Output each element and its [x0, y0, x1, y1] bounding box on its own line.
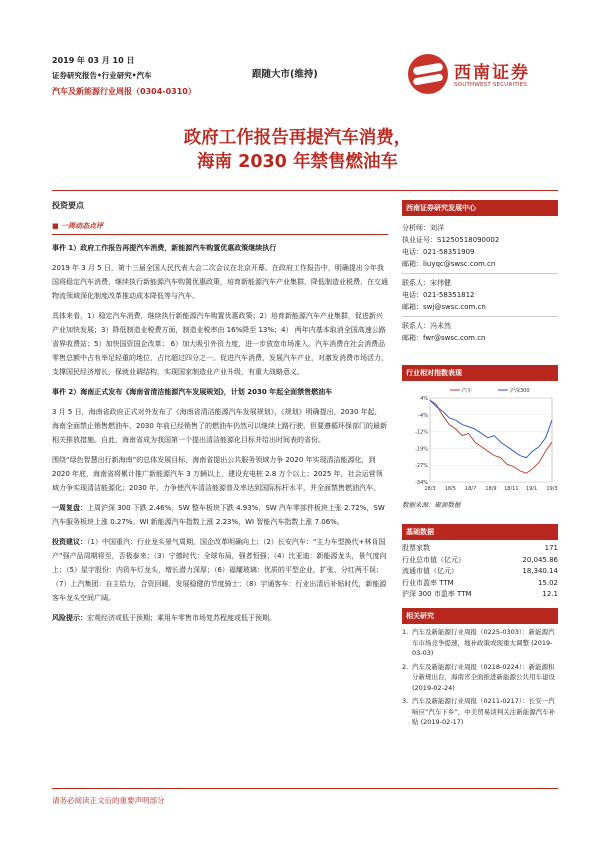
data-label: 沪深 300 市盈率 TTM — [402, 590, 472, 598]
data-row — [402, 555, 558, 567]
data-value: 12.1 — [542, 590, 558, 598]
related-item[interactable] — [402, 696, 558, 728]
report-title-line1: 政府工作报告再提汽车消费， — [183, 128, 412, 148]
email-line[interactable]: 邮箱：fwr@swsc.com.cn — [402, 334, 486, 342]
related-number: 2. — [402, 662, 409, 671]
related-number: 1. — [402, 628, 409, 636]
paragraph-2: 具体来看，1）稳定汽车消费，继续执行新能源汽车购置优惠政策；2）培育新能源汽车产业集群，促进新兴产业加快发展；3）降低制造业税费方面，制造业税率由 16%降至 13%；4） 两年内基本取消全国高速公路省界收费站；5）加快国资国企改革； 6）加大吸引外资力度，进一步放宽市场准入。汽车消费在社会消费品零售总额中占有举足轻重的地位，占比超过四分之一。促进汽车消费，发展汽车产业，对激发消费市场活力，支撑国民经济增长，保就业调结构，实现国家制造业产业升级，有重大战略意义。 — [52, 312, 388, 376]
y-tick-label: -19% — [415, 446, 428, 453]
y-tick-label: -12% — [415, 429, 428, 436]
index-chart — [402, 382, 558, 494]
weekly-review: 一周复盘：上周沪深 300 下跌 2.46%，SW 整车板块下跌 4.93%，SW 汽车零部件板块上张 2.72%，SW 汽车服务板块上涨 0.27%。WI 新能源汽车指数上涨 2.23%，WI 智能汽车指数上涨 7.06%。 — [52, 504, 385, 526]
report-title-line2: 海南 2030 年禁售燃油车 — [197, 152, 398, 172]
section-heading: 投资要点 — [52, 201, 84, 210]
data-label: 流通市值（亿元） — [402, 567, 458, 575]
logo-mark-icon — [408, 54, 448, 94]
data-row — [402, 566, 558, 578]
logo-name-cn: 西南证券 — [454, 63, 530, 83]
legend-label: 汽车 — [462, 388, 473, 394]
contact-line: 联系人：宋伟健 — [402, 279, 451, 287]
chart-svg — [402, 382, 558, 494]
x-tick-label: 19/1 — [526, 486, 538, 492]
footer-divider — [52, 788, 558, 789]
data-value: 18,340.14 — [522, 567, 558, 575]
x-tick-label: 18/5 — [444, 486, 456, 492]
data-label: 行业市盈率 TTM — [402, 578, 454, 587]
chart-source: 数据来源：聚源数据 — [402, 501, 461, 509]
legend-label: 沪深300 — [510, 388, 530, 394]
x-tick-label: 18/3 — [424, 486, 436, 492]
data-value: 171 — [544, 544, 558, 552]
data-label: 股票家数 — [402, 544, 430, 552]
divider — [52, 190, 558, 191]
company-logo — [408, 52, 558, 96]
email-line[interactable]: 邮箱：liuyqc@swsc.com.cn — [402, 260, 496, 268]
tel-line: 电话：021-58351812 — [402, 291, 475, 299]
related-item[interactable] — [402, 627, 558, 659]
data-row — [402, 543, 558, 555]
chart-heading: 行业相对指数表现 — [402, 365, 558, 381]
basic-data-panel — [402, 524, 558, 601]
analyst-line: 分析师：刘洋 — [402, 224, 444, 232]
x-tick-label: 19/3 — [546, 486, 558, 492]
y-tick-label: -34% — [415, 480, 428, 486]
event1-title: 事件 1）政府工作报告再提汽车消费，新能源汽车购置优惠政策继续执行 — [52, 244, 277, 252]
x-tick-label: 18/11 — [504, 486, 519, 492]
investment-advice: 投资建议：（1）中国重汽：行业龙头景气周期，国企改革明确向上；（2）长安汽车：“主力车型换代+林肯国产”强产品周期将至，否极泰来；（3）宁德时代：全球布局，强者恒强；（4）比亚迪：新能源龙头，景气度向上；（5）星宇股份：内资车灯龙头，增长潜力深厚；（6）福耀玻璃：优质的平型企业，扩张、分红两不误；（7）上汽集团：自主给力，合资回暖，发展稳健的节度骑士；（8）宇通客车：行业出清后补贴时代，新能源客车龙头空间广阔。 — [52, 538, 387, 602]
y-tick-label: -4% — [418, 412, 428, 419]
related-text: 汽车及新能源行业周报（0211-0217）：长安一汽响应“汽车下乡”，中美贸易谈判关注新能源汽车补贴 (2019-02-17) — [412, 697, 556, 726]
divider — [52, 234, 388, 235]
plot-frame — [430, 398, 552, 482]
email-line[interactable]: 邮箱：swj@swsc.com.cn — [402, 303, 486, 311]
contact-line: 联系人：冯未然 — [402, 322, 451, 330]
data-row — [402, 578, 558, 590]
risk-warning: 风险提示：宏观经济或低于预期；乘用车零售市场复苏程度或低于预期。 — [52, 614, 276, 622]
cert-line: 执业证号：S1250518090002 — [402, 236, 500, 244]
related-text: 汽车及新能源行业周报（0225-0303）：新能源汽车市场竞争提速，地补政策或现重大调整 (2019-03-03) — [412, 628, 555, 657]
logo-name-en: SOUTHWEST SECURITIES — [454, 82, 528, 88]
related-heading: 相关研究 — [402, 608, 558, 624]
report-series: 汽车及新能源行业周报（0304-0310） — [52, 87, 196, 96]
x-tick-label: 18/7 — [465, 486, 477, 492]
footer-notice: 请务必阅读正文后的重要声明部分 — [52, 796, 165, 805]
report-date: 2019 年 03 月 10 日 — [52, 56, 135, 65]
data-label: 行业总市值（亿元） — [402, 555, 465, 564]
x-tick-label: 18/9 — [485, 486, 497, 492]
main-content — [52, 200, 388, 625]
team-heading: 西南证券研究发展中心 — [402, 200, 558, 216]
basic-data-heading: 基础数据 — [402, 524, 558, 540]
report-category: 证券研究报告•行业研究•汽车 — [52, 71, 152, 80]
paragraph-3: 3 月 5 日，海南省政府正式对外发布了《海南省清洁能源汽车发展规划》，《规划》明确提出，2030 年起，海南全面禁止销售燃油车，2030 年前已经销售了的燃油车仍然可以继续上路行驶，但要遵循环保部门的最新相关排放措施。自此，海南省成为我国第一个提出清洁能源化目标并给出时间表的省份。 — [52, 408, 388, 444]
chart-panel — [402, 365, 558, 381]
related-number: 3. — [402, 697, 409, 705]
paragraph-1: 2019 年 3 月 5 日，第十三届全国人民代表大会二次会议在北京开幕。在政府工作报告中，明确提出今年我国将稳定汽车消费，继续执行新能源汽车购置优惠政策，培育新能源汽车产业集群，降低制造业税费，在交通物流领域深化制度改革推动成本降低等与汽车。 — [52, 264, 388, 300]
analyst-panel — [402, 200, 558, 344]
sub-heading: ■ 一周动态点评 — [52, 222, 104, 230]
basic-data-table — [402, 543, 558, 601]
related-item[interactable] — [402, 662, 558, 694]
data-value: 15.02 — [537, 578, 558, 587]
related-text: 汽车及新能源行业周报（0218-0224）：新能源积分新规出台，海南省全面推进新能源公共用车建设 (2019-02-24) — [412, 662, 555, 692]
related-research-panel — [402, 608, 558, 728]
y-tick-label: 4% — [420, 396, 428, 402]
data-row — [402, 589, 558, 601]
data-value: 20,045.86 — [522, 555, 558, 564]
divider — [402, 316, 558, 317]
y-tick-label: -27% — [415, 463, 428, 470]
event2-title: 事件 2）海南正式发布《海南省清洁能源汽车发展规划》，计划 2030 年起全面禁售燃油车 — [52, 388, 333, 396]
paragraph-4: 围绕“绿色智慧出行新海南”的总体发展目标，海南省提出公共服务领域力争 2020 年实现清洁能源化，到 2020 年底，海南省将累计推广新能源汽车 3 万辆以上，建设充电桩 2.8 万个以上；2025 年，社会运营领域力争实现清洁能源化；2030 年，力争使汽车清洁能源普及率达到国际标杆水平，并全面禁售燃油汽车。 — [52, 456, 383, 492]
divider — [402, 273, 558, 274]
rating: 跟随大市(维持) — [252, 69, 318, 80]
related-list — [402, 627, 558, 728]
tel-line: 电话：021-58351909 — [402, 248, 475, 256]
series-line-hs300 — [430, 400, 552, 458]
